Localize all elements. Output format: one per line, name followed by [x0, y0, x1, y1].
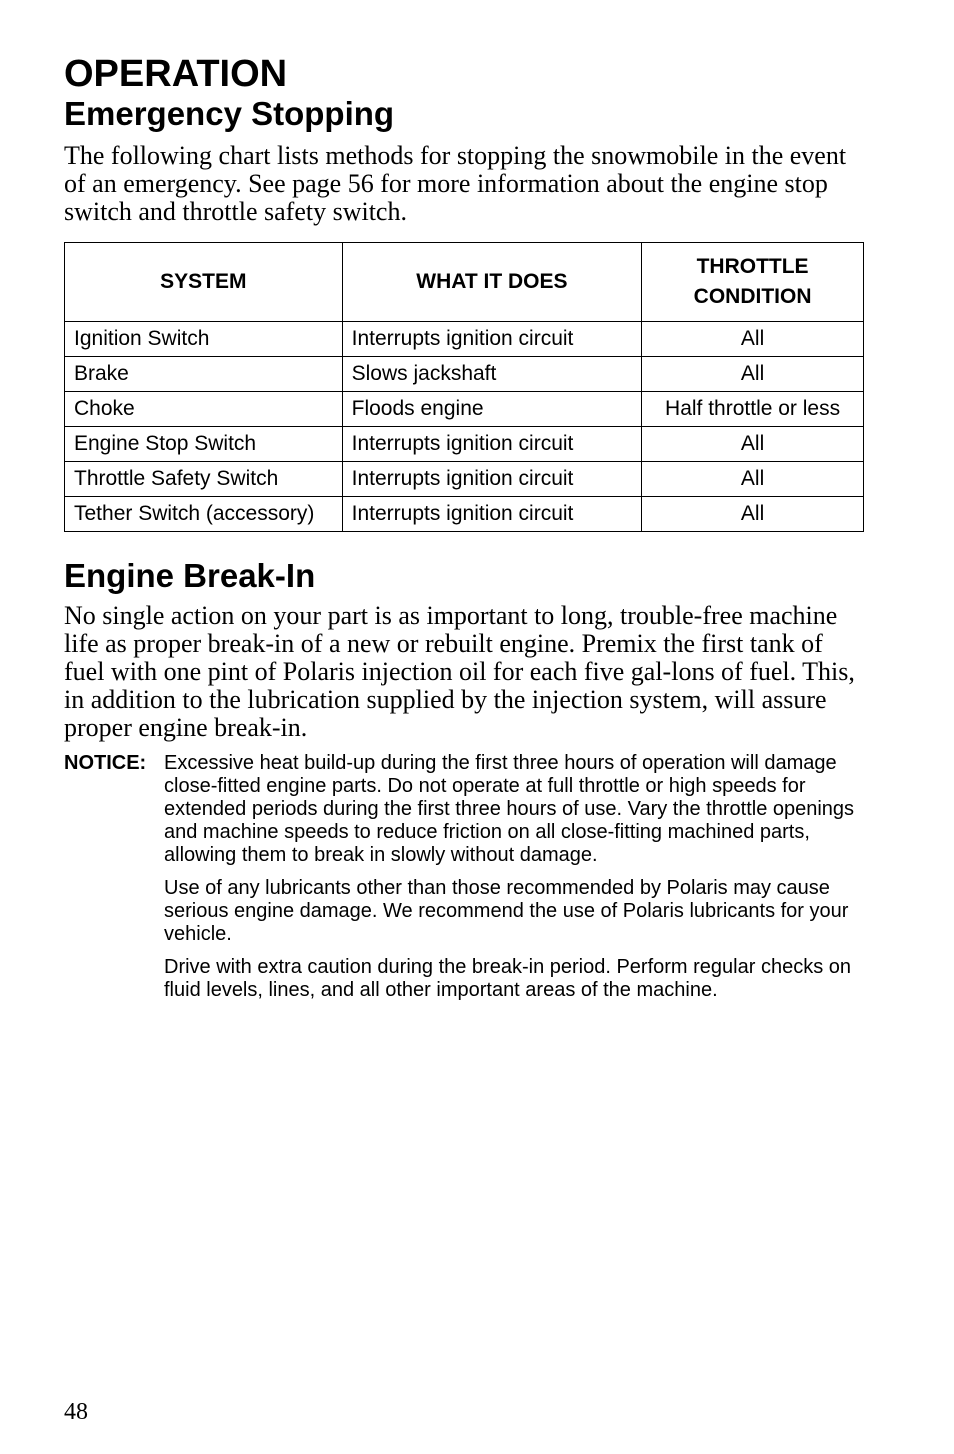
throttle-condition-cell: Half throttle or less: [642, 392, 864, 427]
table-row: [65, 322, 864, 357]
table-header-row: [65, 243, 864, 322]
engine-break-in-heading: Engine Break-In: [64, 557, 316, 594]
throttle-condition-cell: All: [642, 357, 864, 392]
what-it-does-cell: Interrupts ignition circuit: [342, 427, 642, 462]
notice-label: NOTICE:: [64, 752, 147, 774]
section-title: OPERATION: [64, 53, 288, 95]
notice-body: [164, 752, 864, 1012]
system-cell: Throttle Safety Switch: [65, 462, 343, 497]
system-cell: Tether Switch (accessory): [65, 497, 343, 532]
page-number: 48: [64, 1399, 88, 1425]
table-row: [65, 392, 864, 427]
header-throttle-condition: [642, 243, 864, 322]
what-it-does-cell: Slows jackshaft: [342, 357, 642, 392]
emergency-intro-text: The following chart lists methods for stopping the snowmobile in the event of an emergency. See page 56 for more information about the engine stop switch and throttle safety switch.: [64, 141, 847, 226]
notice-paragraph: Excessive heat build-up during the first three hours of operation will damage close-fitted engine parts. Do not operate at full throttle or high speeds for extended periods during the first three hours of use. Vary the throttle openings and machine speeds to reduce friction on all close-fitting machined parts, allowing them to break in slowly without damage.: [164, 752, 855, 866]
header-system: SYSTEM: [65, 243, 343, 322]
notice-paragraph: Drive with extra caution during the break-in period. Perform regular checks on fluid levels, lines, and all other important areas of the machine.: [164, 956, 851, 1001]
what-it-does-cell: Interrupts ignition circuit: [342, 462, 642, 497]
header-what-it-does: WHAT IT DOES: [342, 243, 642, 322]
what-it-does-cell: Interrupts ignition circuit: [342, 497, 642, 532]
system-cell: Engine Stop Switch: [65, 427, 343, 462]
what-it-does-cell: Interrupts ignition circuit: [342, 322, 642, 357]
engine-break-in-text: No single action on your part is as important to long, trouble-free machine life as proper break-in of a new or rebuilt engine. Premix the first tank of fuel with one pint of Polaris injection oil for each five gal-lons of fuel. This, in addition to the lubrication supplied by the injection system, will assure proper engine break-in.: [64, 601, 855, 742]
table-row: [65, 427, 864, 462]
throttle-condition-cell: All: [642, 427, 864, 462]
notice-paragraph: Use of any lubricants other than those recommended by Polaris may cause serious engine damage. We recommend the use of Polaris lubricants for your vehicle.: [164, 877, 849, 945]
emergency-stopping-table: [64, 242, 864, 532]
system-cell: Brake: [65, 357, 343, 392]
throttle-condition-cell: All: [642, 462, 864, 497]
what-it-does-cell: Floods engine: [342, 392, 642, 427]
table-row: [65, 357, 864, 392]
system-cell: Choke: [65, 392, 343, 427]
table-row: [65, 462, 864, 497]
table-row: [65, 497, 864, 532]
system-cell: Ignition Switch: [65, 322, 343, 357]
emergency-stopping-heading: Emergency Stopping: [64, 95, 395, 132]
notice-block: [64, 752, 864, 1012]
throttle-condition-cell: All: [642, 497, 864, 532]
manual-page: [64, 52, 864, 1012]
header-throttle-condition-label: THROTTLE CONDITION: [693, 255, 812, 308]
throttle-condition-cell: All: [642, 322, 864, 357]
